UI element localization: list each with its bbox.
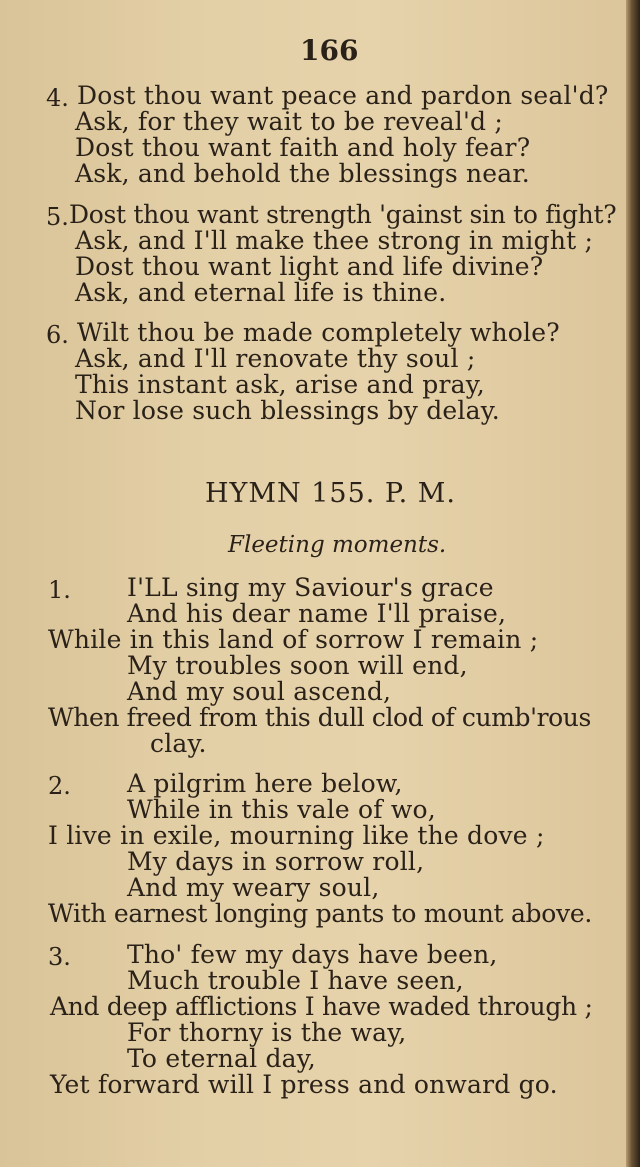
verse-line: This instant ask, arise and pray, — [75, 370, 485, 399]
stanza-number: 3. — [48, 943, 71, 971]
verse-line: Wilt thou be made completely whole? — [77, 318, 560, 347]
verse-line: Dost thou want peace and pardon seal'd? — [77, 81, 609, 110]
stanza-line: With earnest longing pants to mount above. — [48, 899, 592, 928]
verse-number: 4. — [46, 84, 69, 112]
stanza-line: Yet forward will I press and onward go. — [50, 1070, 558, 1099]
verse-line: Nor lose such blessings by delay. — [75, 396, 500, 425]
stanza-line: To eternal day, — [127, 1044, 316, 1073]
stanza-line: And my soul ascend, — [127, 677, 392, 706]
verse-number: 5. — [46, 203, 69, 231]
verse-line: Ask, and eternal life is thine. — [75, 278, 447, 307]
page-edge-shadow — [626, 0, 640, 1167]
stanza-number: 2. — [48, 772, 71, 800]
hymn-subtitle: Fleeting moments. — [228, 532, 447, 558]
verse-number: 6. — [46, 321, 69, 349]
stanza-line: And deep afflictions I have waded through ; — [50, 992, 593, 1021]
stanza-line: A pilgrim here below, — [127, 769, 403, 798]
stanza-line: For thorny is the way, — [127, 1018, 407, 1047]
verse-line: Ask, and I'll make thee strong in might ; — [75, 226, 594, 255]
stanza-line: When freed from this dull clod of cumb'rous — [48, 703, 591, 732]
verse-line: Dost thou want strength 'gainst sin to fight? — [69, 200, 617, 229]
stanza-line: I live in exile, mourning like the dove ; — [48, 821, 545, 850]
stanza-line: I'LL sing my Saviour's grace — [127, 573, 494, 602]
verse-line: Ask, for they wait to be reveal'd ; — [75, 107, 504, 136]
stanza-line: Tho' few my days have been, — [127, 940, 498, 969]
verse-line: Ask, and I'll renovate thy soul ; — [75, 344, 476, 373]
stanza-line: My troubles soon will end, — [127, 651, 468, 680]
verse-line: Dost thou want faith and holy fear? — [75, 133, 531, 162]
hymn-title: HYMN 155. P. M. — [205, 478, 457, 509]
page-number: 166 — [300, 34, 359, 67]
stanza-line: And my weary soul, — [127, 873, 380, 902]
stanza-line: My days in sorrow roll, — [127, 847, 425, 876]
stanza-line: While in this vale of wo, — [127, 795, 436, 824]
stanza-line: And his dear name I'll praise, — [127, 599, 507, 628]
stanza-number: 1. — [48, 576, 71, 604]
verse-line: Dost thou want light and life divine? — [75, 252, 544, 281]
stanza-line: clay. — [150, 729, 207, 758]
verse-line: Ask, and behold the blessings near. — [75, 159, 530, 188]
stanza-line: Much trouble I have seen, — [127, 966, 464, 995]
stanza-line: While in this land of sorrow I remain ; — [48, 625, 539, 654]
